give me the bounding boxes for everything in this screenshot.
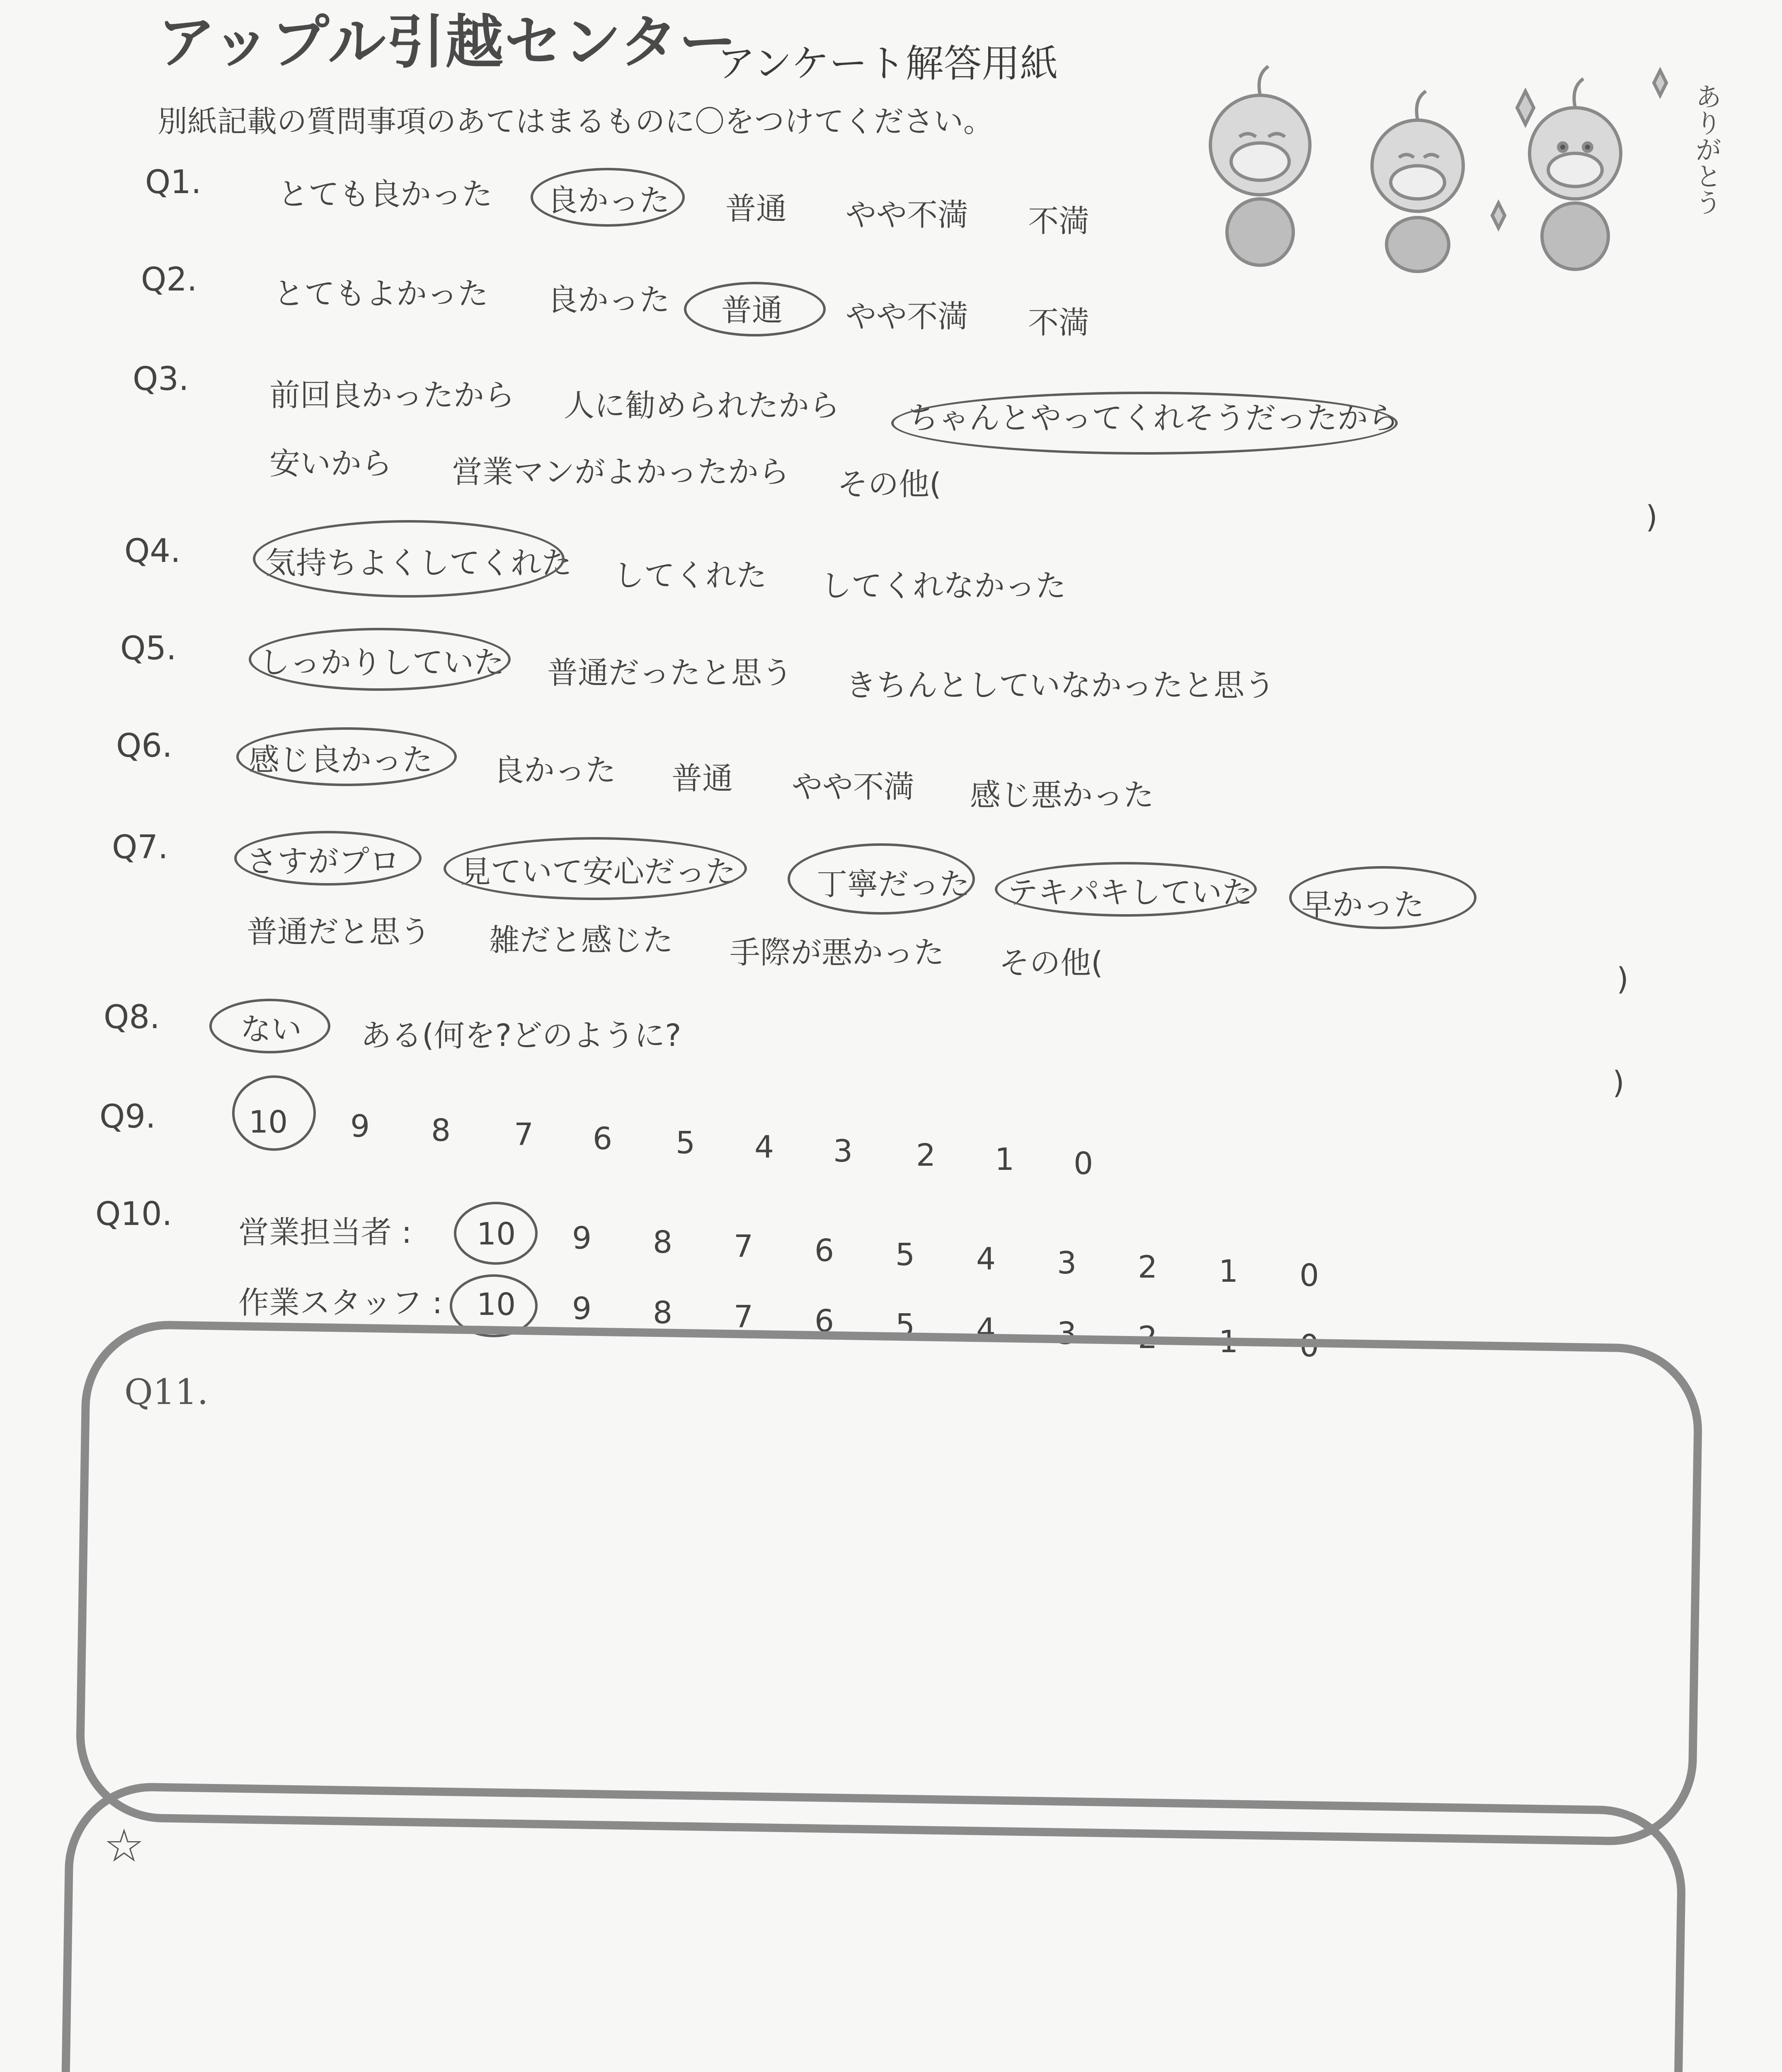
q9-score-6[interactable]: 6 — [593, 1121, 613, 1157]
q8-close: ) — [1612, 1065, 1624, 1101]
q9-score-2[interactable]: 2 — [916, 1138, 936, 1173]
star-comment-box[interactable] — [58, 1782, 1687, 2072]
q8-option-2[interactable]: ある(何を?どのように? — [361, 1018, 681, 1053]
q9-score-3[interactable]: 3 — [833, 1133, 853, 1169]
q2-option-1[interactable]: とてもよかった — [274, 276, 488, 312]
q7-option-7[interactable]: 雑だと感じた — [489, 922, 673, 958]
q10-sales-score-4[interactable]: 4 — [976, 1241, 996, 1277]
q10-label: Q10. — [95, 1196, 172, 1233]
q10-sales-selection-circle — [454, 1202, 538, 1265]
q10-staff-label: 作業スタッフ : — [238, 1285, 443, 1321]
q9-score-8[interactable]: 8 — [431, 1113, 451, 1148]
q10-staff-score-4[interactable]: 4 — [976, 1312, 996, 1347]
q10-staff-score-3[interactable]: 3 — [1057, 1316, 1077, 1351]
q9-score-9[interactable]: 9 — [350, 1109, 370, 1144]
q11-comment-box[interactable] — [75, 1319, 1704, 1846]
q10-staff-score-0[interactable]: 0 — [1300, 1328, 1319, 1364]
q10-staff-score-2[interactable]: 2 — [1138, 1320, 1158, 1356]
q10-staff-score-1[interactable]: 1 — [1219, 1324, 1239, 1360]
monkey-mascots-illustration — [1177, 58, 1733, 274]
q1-option-4[interactable]: やや不満 — [846, 197, 968, 233]
q7-other-close: ) — [1617, 961, 1629, 997]
q5-option-1[interactable]: しっかりしていた — [259, 645, 504, 680]
q10-sales-score-10[interactable]: 10 — [477, 1216, 516, 1252]
q3-label: Q3. — [133, 361, 189, 398]
q8-selection-circle — [209, 999, 330, 1053]
q10-staff-score-8[interactable]: 8 — [653, 1295, 673, 1331]
q4-option-3[interactable]: してくれなかった — [821, 568, 1066, 604]
q7-option-8[interactable]: 手際が悪かった — [730, 935, 944, 971]
q11-label: Q11. — [124, 1372, 209, 1412]
q10-staff-score-6[interactable]: 6 — [815, 1303, 834, 1339]
q3-option-2[interactable]: 人に勧められたから — [564, 388, 840, 424]
q6-option-1[interactable]: 感じ良かった — [249, 742, 433, 778]
q7-option-1[interactable]: さすがプロ — [247, 844, 400, 879]
q9-label: Q9. — [99, 1098, 156, 1135]
q6-option-3[interactable]: 普通 — [672, 761, 733, 796]
q10-sales-score-9[interactable]: 9 — [572, 1220, 592, 1256]
q3-other-close: ) — [1646, 499, 1658, 535]
q1-option-1[interactable]: とても良かった — [278, 177, 492, 212]
q8-label: Q8. — [104, 999, 160, 1036]
q6-option-4[interactable]: やや不満 — [792, 769, 914, 805]
q2-option-5[interactable]: 不満 — [1028, 305, 1089, 341]
q7-selection-circle-4 — [995, 862, 1257, 917]
q5-selection-circle — [249, 628, 511, 691]
q2-label: Q2. — [141, 261, 197, 298]
q1-option-5[interactable]: 不満 — [1028, 203, 1089, 239]
q2-option-3[interactable]: 普通 — [721, 293, 783, 328]
q2-selection-circle — [684, 282, 826, 336]
q4-option-2[interactable]: してくれた — [613, 558, 767, 593]
q7-option-3[interactable]: 丁寧だった — [817, 867, 970, 902]
q9-score-5[interactable]: 5 — [676, 1125, 696, 1161]
q9-score-0[interactable]: 0 — [1074, 1146, 1093, 1181]
q5-option-2[interactable]: 普通だったと思う — [547, 655, 793, 691]
q10-sales-score-3[interactable]: 3 — [1057, 1245, 1077, 1281]
q7-selection-circle-5 — [1289, 866, 1477, 929]
q10-sales-score-6[interactable]: 6 — [815, 1233, 834, 1268]
q10-staff-score-10[interactable]: 10 — [477, 1287, 516, 1322]
brand-title: アップル引越センター — [158, 9, 738, 76]
q10-sales-score-8[interactable]: 8 — [653, 1225, 673, 1260]
q4-selection-circle — [253, 520, 565, 598]
q2-option-4[interactable]: やや不満 — [846, 299, 968, 334]
q10-sales-score-0[interactable]: 0 — [1300, 1258, 1319, 1293]
q10-sales-score-5[interactable]: 5 — [895, 1237, 915, 1273]
q9-score-4[interactable]: 4 — [754, 1129, 774, 1165]
q5-option-3[interactable]: きちんとしていなかったと思う — [846, 668, 1275, 703]
q3-option-6[interactable]: その他( — [837, 467, 941, 502]
q10-sales-score-2[interactable]: 2 — [1138, 1249, 1158, 1285]
q6-selection-circle — [236, 727, 457, 786]
q3-option-5[interactable]: 営業マンがよかったから — [452, 454, 789, 490]
q10-sales-score-1[interactable]: 1 — [1219, 1254, 1239, 1289]
star-label: ☆ — [104, 1819, 145, 1872]
form-instruction: 別紙記載の質問事項のあてはまるものに〇をつけてください。 — [158, 104, 994, 139]
q7-label: Q7. — [112, 829, 168, 866]
q7-selection-circle-1 — [234, 831, 422, 886]
q10-staff-score-5[interactable]: 5 — [895, 1307, 915, 1343]
q7-selection-circle-3 — [788, 843, 975, 915]
q2-option-2[interactable]: 良かった — [547, 282, 670, 318]
q9-score-1[interactable]: 1 — [995, 1142, 1015, 1177]
q6-option-2[interactable]: 良かった — [493, 753, 616, 788]
q3-selection-circle — [891, 392, 1398, 455]
q5-label: Q5. — [120, 630, 177, 667]
mascot-caption: ありがとう — [1691, 83, 1721, 215]
q3-option-3[interactable]: ちゃんとやってくれそうだったから — [908, 400, 1399, 436]
q6-label: Q6. — [116, 727, 172, 765]
q6-option-5[interactable]: 感じ悪かった — [970, 777, 1154, 813]
q9-score-10[interactable]: 10 — [249, 1104, 288, 1140]
q1-label: Q1. — [145, 164, 201, 201]
q4-label: Q4. — [124, 533, 181, 570]
q7-option-2[interactable]: 見ていて安心だった — [460, 854, 736, 890]
q7-option-9[interactable]: その他( — [999, 945, 1103, 981]
q3-option-4[interactable]: 安いから — [269, 446, 392, 482]
q7-option-6[interactable]: 普通だと思う — [247, 914, 431, 950]
q10-sales-score-7[interactable]: 7 — [734, 1229, 754, 1264]
q9-score-7[interactable]: 7 — [514, 1117, 534, 1152]
q1-option-2[interactable]: 良かった — [547, 183, 670, 218]
q1-selection-circle — [531, 168, 685, 227]
q3-option-1[interactable]: 前回良かったから — [269, 378, 515, 413]
q7-option-5[interactable]: 早かった — [1302, 887, 1424, 923]
q8-option-1[interactable]: ない — [240, 1012, 302, 1047]
q10-staff-score-9[interactable]: 9 — [572, 1291, 592, 1326]
q9-selection-circle — [232, 1075, 316, 1151]
q7-selection-circle-2 — [444, 837, 747, 900]
q10-staff-score-7[interactable]: 7 — [734, 1299, 754, 1335]
q4-option-1[interactable]: 気持ちよくしてくれた — [265, 545, 572, 581]
q10-sales-label: 営業担当者 : — [238, 1215, 412, 1250]
form-subtitle: アンケート解答用紙 — [717, 41, 1058, 86]
q1-option-3[interactable]: 普通 — [725, 191, 787, 227]
q7-option-4[interactable]: テキパキしていた — [1007, 875, 1253, 910]
